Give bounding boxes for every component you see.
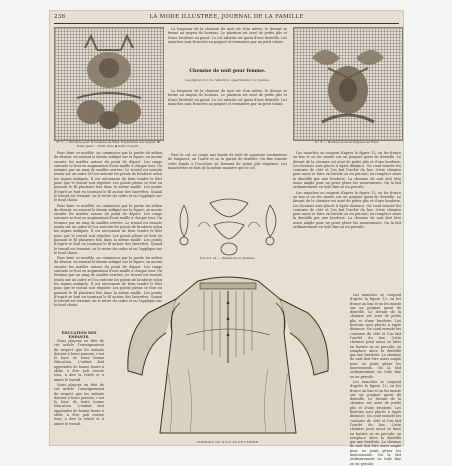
caption-small-figures: Nos 9 à 14. — Détails de la chemise.: [199, 256, 256, 260]
top-center-intro: [168, 27, 287, 67]
middle-paragraph: Pour le col, on coupe une bande de toile de quarante centimètres de longueur; on l'ourle et on la garnit de dentelle. On fixe ensuite cette bande à l'encolure en formant de petits plis réguliers. Les manchettes se font de la même manière que le col.: [168, 153, 287, 170]
right-paragraph-1: Les manches se coupent d'après la figure 12; on les fronce au bas et on les monte sur un poignet garni de dentelle. Le devant de la chemise est orné de petits plis et d'une broderie. Les boutons sont placés à égale distance. On coud ensuite les coutures de côté et l'on fait l'ourlet du bas. Cette chemise peut aussi se faire en batiste ou en percale; on remplace alors la dentelle par une broderie. La chemise de nuit doit être assez ample pour ne point gêner les mouvements. On la fait ordinairement en toile fine ou en percale.: [293, 151, 401, 190]
education-paragraph: Nous plaçons en tête de cet article l'enseignement du respect que les enfants doivent à leurs parents; c'est la base de toute bonne éducation. L'enfant doit apprendre de bonne heure à obéir, à être poli envers tous, à dire la vérité et à aimer le travail.: [54, 339, 104, 382]
nightgown-illustration: [108, 273, 348, 439]
education-text: [54, 339, 104, 445]
article-heading: Chemise de nuit pour femme.: [189, 69, 266, 74]
header-rule: [54, 23, 399, 24]
journal-title: LA MODE ILLUSTRÉE, JOURNAL DE LA FAMILLE: [149, 14, 304, 20]
right-narrow-text: [350, 293, 401, 466]
lace-motif-right: [294, 28, 402, 140]
lace-motif-left: [55, 28, 163, 140]
page-header: [50, 14, 403, 23]
education-paragraph-2: Nous plaçons en tête de cet article l'enseignement du respect que les enfants doivent à leurs parents; c'est la base de toute bonne éducation. L'enfant doit apprendre de bonne heure à obéir, à être poli envers tous, à dire la vérité et à aimer le travail.: [54, 382, 104, 426]
left-paragraph-2: Pour faire ce modèle, on commence par la partie du milieu du devant, en suivant le dessin indiqué sur la figure; on monte ensuite les mailles autour du point de départ. Les rangs suivants se font en augmentant d'une maille à chaque tour. On termine par un rang de mailles serrées. Le travail est ensuite tendu sur un cadre et l'on exécute les points de broderie selon les signes indiqués. Il est nécessaire de bien tendre le filet pour que le travail soit régulier. Les points pleins se font en passant le fil plusieurs fois dans la même maille. Les points d'esprit se font en tournant le fil autour des barrettes. Quand le travail est terminé, on le retire du cadre et on l'applique sur le fond choisi.: [54, 203, 162, 255]
right-column-text: [293, 151, 401, 291]
nightgown-drawing: [108, 273, 348, 439]
caption-nightgown: CHEMISE DE NUIT POUR FEMME.: [196, 440, 260, 444]
magazine-page: [49, 10, 404, 466]
lace-pattern-right: [293, 27, 403, 141]
caption-fig-right: N° 8. — Bordure pour la Guipure au Filet.: [315, 140, 379, 144]
article-intro: Les figures 8 à 14, réduction, appartenant à ce modèle.: [185, 78, 270, 82]
small-figures: [170, 197, 288, 257]
top-center-body-paragraph: La longueur de la chemise de nuit est d'un mètre, le devant se ferme au moyen de boutons. Le plastron est orné de petits plis et d'une broderie au passé. Le col rabattu est garni d'une dentelle. Les manches sont froncées au poignet et terminées par un petit volant.: [168, 89, 287, 106]
left-paragraph-1: Pour faire ce modèle, on commence par la partie du milieu du devant, en suivant le dessin indiqué sur la figure; on monte ensuite les mailles autour du point de départ. Les rangs suivants se font en augmentant d'une maille à chaque tour. On termine par un rang de mailles serrées. Le travail est ensuite tendu sur un cadre et l'on exécute les points de broderie selon les signes indiqués. Il est nécessaire de bien tendre le filet pour que le travail soit régulier. Les points pleins se font en passant le fil plusieurs fois dans la même maille. Les points d'esprit se font en tournant le fil autour des barrettes. Quand le travail est terminé, on le retire du cadre et on l'applique sur le fond choisi.: [54, 151, 162, 203]
left-paragraph-3: Pour faire ce modèle, on commence par la partie du milieu du devant, en suivant le dessin indiqué sur la figure; on monte ensuite les mailles autour du point de départ. Les rangs suivants se font en augmentant d'une maille à chaque tour. On termine par un rang de mailles serrées. Le travail est ensuite tendu sur un cadre et l'on exécute les points de broderie selon les signes indiqués. Il est nécessaire de bien tendre le filet pour que le travail soit régulier. Les points pleins se font en passant le fil plusieurs fois dans la même maille. Les points d'esprit se font en tournant le fil autour des barrettes. Quand le travail est terminé, on le retire du cadre et on l'applique sur le fond choisi.: [54, 256, 162, 308]
top-center-body: [168, 89, 287, 151]
top-center-paragraph: La longueur de la chemise de nuit est d'un mètre, le devant se ferme au moyen de boutons. Le plastron est orné de petits plis et d'une broderie au passé. Le col rabattu est garni d'une dentelle. Les manches sont froncées au poignet et terminées par un petit volant.: [168, 27, 287, 44]
right-paragraph-2: Les manches se coupent d'après la figure 12; on les fronce au bas et on les monte sur un poignet garni de dentelle. Le devant de la chemise est orné de petits plis et d'une broderie. Les boutons sont placés à égale distance. On coud ensuite les coutures de côté et l'on fait l'ourlet du bas. Cette chemise peut aussi se faire en batiste ou en percale; on remplace alors la dentelle par une broderie. La chemise de nuit doit être assez ample pour ne point gêner les mouvements. On la fait ordinairement en toile fine ou en percale.: [293, 190, 401, 230]
education-heading: ÉDUCATION DES ENFANTS.: [61, 331, 97, 339]
page-number: 236: [54, 14, 66, 20]
right-narrow-paragraph-2: Les manches se coupent d'après la figure 12; on les fronce au bas et on les monte sur un poignet garni de dentelle. Le devant de la chemise est orné de petits plis et d'une broderie. Les boutons sont placés à égale distance. On coud ensuite les coutures de côté et l'on fait l'ourlet du bas. Cette chemise peut aussi se faire en batiste ou en percale; on remplace alors la dentelle par une broderie. La chemise de nuit doit être assez ample pour ne point gêner les mouvements. On la fait ordinairement en toile fine ou en percale.: [350, 379, 401, 466]
detail-figures-drawing: [170, 197, 288, 257]
middle-column-text: [168, 153, 287, 193]
right-narrow-paragraph: Les manches se coupent d'après la figure 12; on les fronce au bas et on les monte sur un poignet garni de dentelle. Le devant de la chemise est orné de petits plis et d'une broderie. Les boutons sont placés à égale distance. On coud ensuite les coutures de côté et l'on fait l'ourlet du bas. Cette chemise peut aussi se faire en batiste ou en percale; on remplace alors la dentelle par une broderie. La chemise de nuit doit être assez ample pour ne point gêner les mouvements. On la fait ordinairement en toile fine ou en percale.: [350, 293, 401, 379]
caption-fig-left: N° 7. — Bordure pour la Guipure au Filet. Explication des signes: ✱ Point plein; ◦ Point vide; ▪ Point d'esprit.: [56, 140, 160, 148]
lace-pattern-left: [54, 27, 164, 141]
